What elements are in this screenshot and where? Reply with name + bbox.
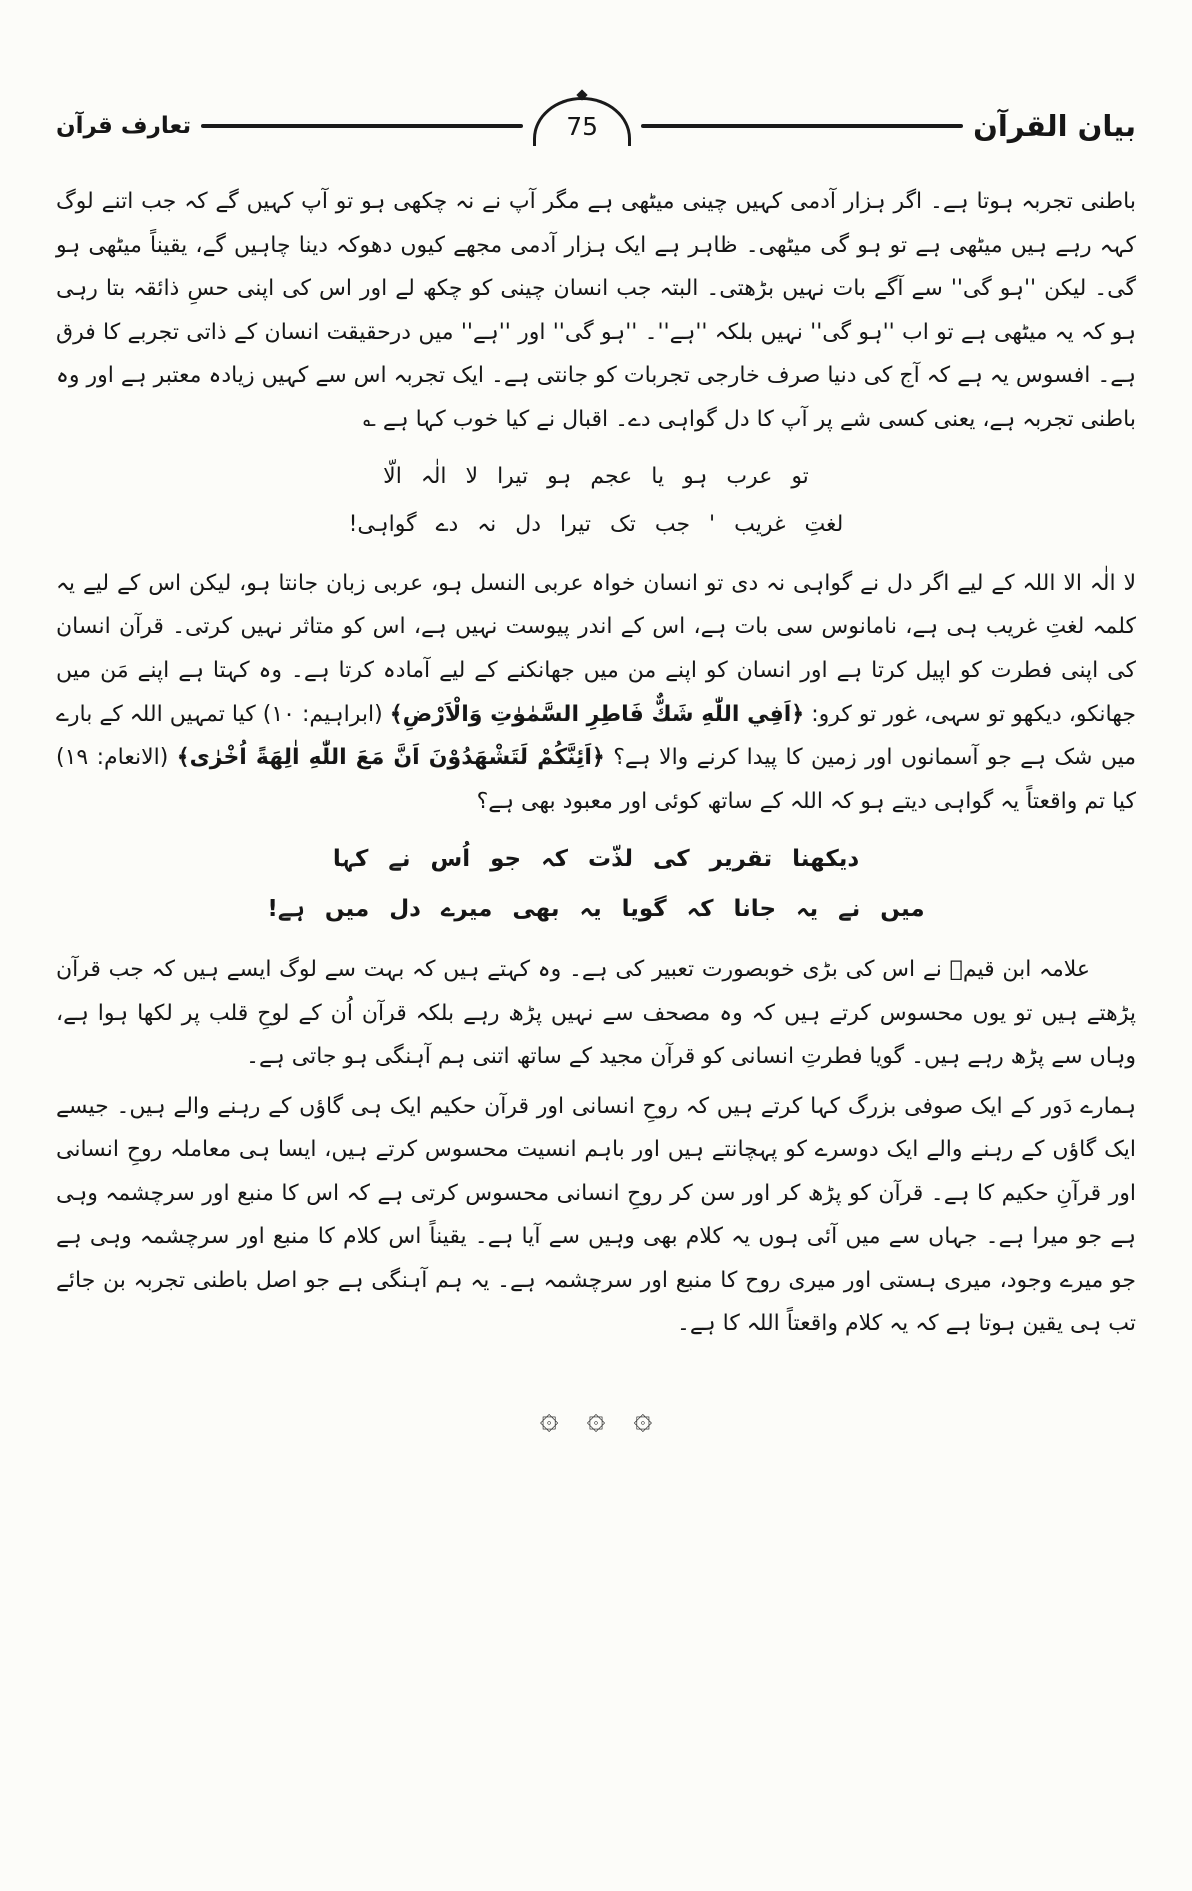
couplet-line: دیکھنا تقریر کی لذّت کہ جو اُس نے کہا	[332, 846, 860, 873]
section-title: تعارف قرآن	[55, 113, 192, 139]
rosette-icon: ۞	[539, 1397, 559, 1436]
second-couplet	[56, 835, 1136, 934]
paragraph-ibn-qayyim: علامہ ابن قیمؒ نے اس کی بڑی خوبصورت تعبیر کی ہے۔ وہ کہتے ہیں کہ بہت سے لوگ ایسے ہیں کہ جب قرآن پڑھتے ہیں تو یوں محسوس کرتے ہیں کہ وہ مصحف سے نہیں پڑھ رہے بلکہ قرآن اُن کے لوحِ قلب پر لکھا ہوا ہے، وہاں سے پڑھ رہے ہیں۔ گویا فطرتِ انسانی کو قرآن مجید کے ساتھ اتنی ہم آہنگی ہو جاتی ہے۔	[56, 957, 1136, 1070]
iqbal-couplet	[56, 453, 1136, 548]
urdu-text: لا الٰہ الا اللہ کے لیے اگر دل نے گواہی نہ دی تو انسان خواہ عربی النسل ہو، عربی زبان جانتا ہو، لیکن اس کے لیے یہ کلمہ لغتِ غریب ہی ہے، نامانوس سی بات ہے، اس کے اندر پیوست نہیں ہے، اس کو متاثر نہیں کرتی۔ قرآن انسان کی اپنی فطرت کو اپیل کرتا ہے اور انسان کو اپنے من میں جھانکنے کے لیے آمادہ کرتا ہے۔ وہ کہتا ہے اپنے مَن میں جھانکو، دیکھو تو سہی، غور تو کرو:	[56, 570, 1136, 727]
couplet-line: تو عرب ہو یا عجم ہو تیرا لا الٰہ الّا	[383, 464, 809, 490]
rosette-icon: ۞	[586, 1397, 606, 1436]
end-of-section-ornament	[56, 1386, 1136, 1449]
quran-verse-ibrahim-10: ﴿اَفِي اللّٰهِ شَكٌّ فَاطِرِ السَّمٰوٰتِ وَالْاَرْضِ﴾	[389, 701, 805, 727]
page-number: 75	[566, 112, 598, 141]
page-number-dome-ornament	[533, 97, 631, 146]
book-title: بیان القرآن	[973, 109, 1136, 143]
quran-verse-anaam-19: ﴿اَئِنَّكُمْ لَتَشْهَدُوْنَ اَنَّ مَعَ اللّٰهِ اٰلِهَةً اُخْرٰى﴾	[176, 745, 605, 771]
rosette-icon: ۞	[633, 1397, 653, 1436]
header-rule-right	[641, 124, 963, 128]
paragraph-sufi-elder: ہمارے دَور کے ایک صوفی بزرگ کہا کرتے ہیں کہ روحِ انسانی اور قرآن حکیم ایک ہی گاؤں کے رہنے والے ہیں۔ جیسے ایک گاؤں کے رہنے والے ایک دوسرے کو پہچانتے ہیں اور باہم انسیت محسوس کرتے ہیں، ایسا ہی معاملہ روحِ انسانی اور قرآنِ حکیم کا ہے۔ قرآن کو پڑھ کر اور سن کر روحِ انسانی محسوس کرتی ہے کہ اس کا منبع اور سرچشمہ وہی ہے جو میرا ہے۔ جہاں سے میں آئی ہوں یہ کلام بھی وہیں سے آیا ہے۔ یقیناً اس کلام کا منبع اور سرچشمہ وہی ہے جو میرے وجود، میری ہستی اور میری روح کا منبع اور سرچشمہ ہے۔ یہ ہم آہنگی ہے جو اصل باطنی تجربہ بن جائے تب ہی یقین ہوتا ہے کہ یہ کلام واقعتاً اللہ کا ہے۔	[56, 1093, 1136, 1337]
page-header	[56, 100, 1136, 152]
couplet-line: لغتِ غریب ' جب تک تیرا دل نہ دے گواہی!	[348, 511, 844, 537]
couplet-line: میں نے یہ جانا کہ گویا یہ بھی میرے دل میں ہے!	[267, 895, 925, 922]
header-rule-left	[201, 124, 523, 128]
paragraph-kalima-testimony	[56, 562, 1136, 823]
page-body	[56, 180, 1136, 1449]
urdu-text: (الانعام: ۱۹) کیا تم واقعتاً یہ گواہی دیتے ہو کہ اللہ کے ساتھ کوئی اور معبود بھی ہے؟	[56, 745, 1136, 814]
paragraph-inner-experience: باطنی تجربہ ہوتا ہے۔ اگر ہزار آدمی کہیں چینی میٹھی ہے مگر آپ نے نہ چکھی ہو تو آپ کہیں گے کہ جب اتنے لوگ کہہ رہے ہیں میٹھی ہے تو ہو گی میٹھی۔ ظاہر ہے ایک ہزار آدمی مجھے کیوں دھوکہ دینا چاہیں گے، یقیناً میٹھی ہو گی۔ لیکن ''ہو گی'' سے آگے بات نہیں بڑھتی۔ البتہ جب انسان چینی کو چکھ لے اور اس کی اپنی حسِ ذائقہ بتا رہی ہو کہ یہ میٹھی ہے تو اب ''ہو گی'' نہیں بلکہ ''ہے''۔ ''ہو گی'' اور ''ہے'' میں درحقیقت انسان کے ذاتی تجربے کا فرق ہے۔ افسوس یہ ہے کہ آج کی دنیا صرف خارجی تجربات کو جانتی ہے۔ ایک تجربہ اس سے کہیں زیادہ معتبر ہے اور وہ باطنی تجربہ ہے، یعنی کسی شے پر آپ کا دل گواہی دے۔ اقبال نے کیا خوب کہا ہے ؎	[56, 189, 1136, 432]
urdu-text: (ابراہیم: ۱۰) کیا تمہیں اللہ کے بارے میں شک ہے جو آسمانوں اور زمین کا پیدا کرنے والا ہے؟	[56, 701, 1136, 771]
